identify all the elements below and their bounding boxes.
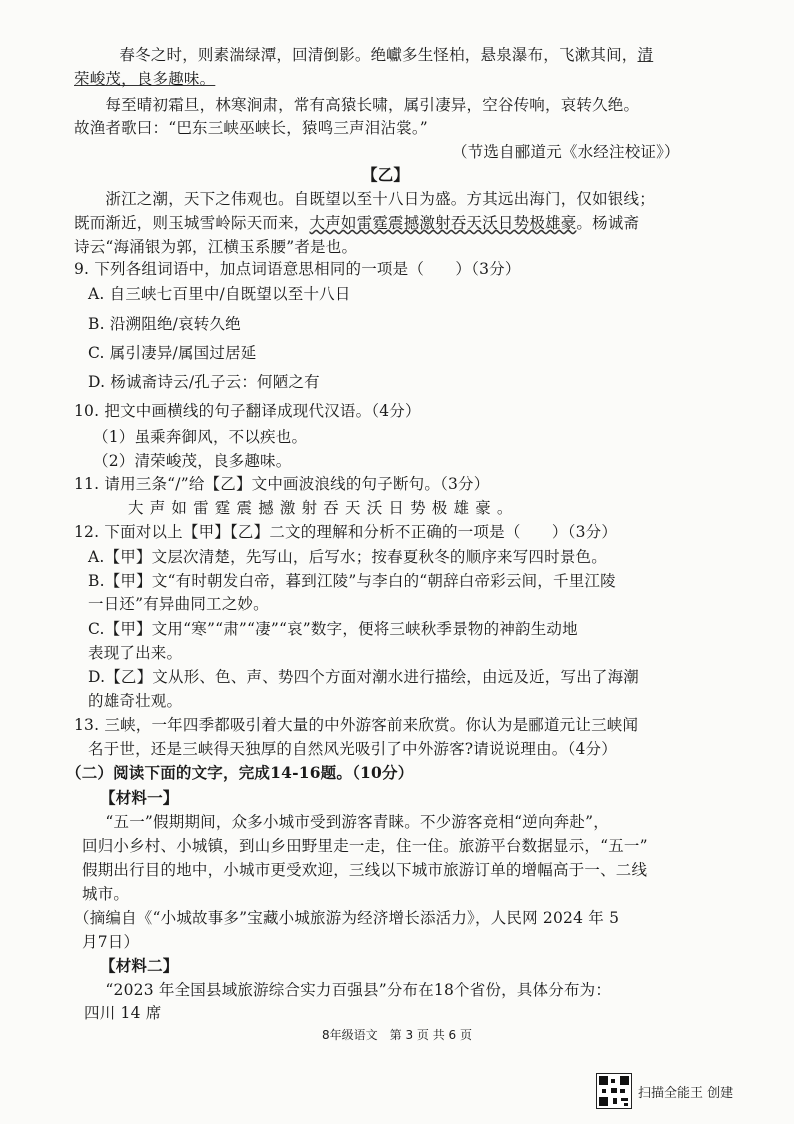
passage-text: 春冬之时，则素湍绿潭，回清倒影。绝巘多生怪柏，悬泉瀑布，飞漱其间， — [88, 46, 638, 64]
underlined-sentence: 清 — [637, 46, 654, 64]
material-heading: 【材料二】 — [100, 956, 179, 975]
material-source: （摘编自《“小城故事多”宝藏小城旅游为经济增长添活力》，人民网 2024 年 5 — [74, 909, 620, 927]
material-heading: 【材料一】 — [100, 788, 179, 807]
wavy-underlined-sentence: 大声如雷霆震撼激射吞天沃日势极雄豪 — [309, 214, 577, 232]
option-b-cont: 一日还”有异曲同工之妙。 — [88, 595, 269, 613]
material-line: 四川 14 席 — [84, 1004, 162, 1022]
qr-code-icon — [596, 1073, 632, 1109]
option-c: C. 属引凄异/属国过居延 — [88, 344, 257, 362]
passage-line: 每至晴初霜旦，林寒涧肃，常有高猿长啸，属引凄异，空谷传响，哀转久绝。 — [74, 96, 640, 114]
question-9: 9. 下列各组词语中，加点词语意思相同的一项是（ ）（3分） — [74, 260, 521, 278]
material-line: 城市。 — [82, 885, 130, 903]
question-10-part-1: （1）虽乘奔御风，不以疾也。 — [93, 428, 308, 446]
option-c: C.【甲】文用“寒”“肃”“凄”“哀”数字，便将三峡秋季景物的神韵生动地 — [88, 620, 578, 638]
question-13: 13. 三峡，一年四季都吸引着大量的中外游客前来欣赏。你认为是郦道元让三峡闻 — [74, 716, 639, 734]
option-d: D. 杨诚斋诗云/孔子云：何陋之有 — [88, 373, 320, 391]
sentence-to-punctuate: 大声如雷霆震撼激射吞天沃日势极雄豪。 — [128, 499, 519, 517]
passage-text: 既而渐近，则玉城雪岭际天而来， — [74, 214, 310, 232]
passage-line: 诗云“海涌银为郭，江横玉系腰”者是也。 — [74, 238, 358, 256]
section-heading: （二）阅读下面的文字，完成14-16题。（10分） — [66, 763, 414, 782]
underlined-sentence: 荣峻茂，良多趣味。 — [74, 70, 216, 88]
passage-text: 。杨诚斋 — [576, 214, 640, 232]
scanner-watermark: 扫描全能王 创建 — [638, 1086, 734, 1101]
option-c-cont: 表现了出来。 — [88, 644, 183, 662]
passage-line — [74, 212, 639, 234]
material-source-cont: 月7日） — [82, 933, 140, 951]
option-d-cont: 的雄奇壮观。 — [88, 692, 183, 710]
option-a: A.【甲】文层次清楚，先写山，后写水；按春夏秋冬的顺序来写四时景色。 — [88, 548, 607, 566]
source-citation: （节选自郦道元《水经注校证》） — [452, 143, 680, 161]
option-a: A. 自三峡七百里中/自既望以至十八日 — [88, 285, 351, 303]
page-footer: 8年级语文 第 3 页 共 6 页 — [322, 1028, 472, 1042]
question-13-cont: 名于世，还是三峡得天独厚的自然风光吸引了中外游客?请说说理由。（4分） — [88, 740, 617, 758]
material-line: 假期出行目的地中，小城市更受欢迎，三线以下城市旅游订单的增幅高于一、二线 — [82, 861, 648, 879]
option-b: B. 沿溯阻绝/哀转久绝 — [88, 315, 241, 333]
question-10-part-2: （2）清荣峻茂，良多趣味。 — [93, 452, 292, 470]
passage-line — [88, 44, 653, 66]
material-line: “2023 年全国县域旅游综合实力百强县”分布在18个省份，具体分布为： — [74, 981, 612, 999]
question-12: 12. 下面对以上【甲】【乙】二文的理解和分析不正确的一项是（ ）（3分） — [74, 523, 618, 541]
question-10: 10. 把文中画横线的句子翻译成现代汉语。（4分） — [74, 402, 421, 420]
passage-line: 浙江之潮，天下之伟观也。自既望以至十八日为盛。方其远出海门，仅如银线； — [74, 190, 655, 208]
option-b: B.【甲】文“有时朝发白帝，暮到江陵”与李白的“朝辞白帝彩云间，千里江陵 — [88, 572, 616, 590]
material-line: “五一”假期期间，众多小城市受到游客青睐。不少游客竞相“逆向奔赴”， — [74, 813, 609, 831]
option-d: D.【乙】文从形、色、声、势四个方面对潮水进行描绘，由远及近，写出了海潮 — [88, 668, 640, 686]
passage-line: 故渔者歌曰：“巴东三峡巫峡长，猿鸣三声泪沾裳。” — [74, 119, 428, 137]
material-line: 回归小乡村、小城镇，到山乡田野里走一走，住一住。旅游平台数据显示，“五一” — [82, 837, 648, 855]
passage-heading: 【乙】 — [362, 165, 410, 184]
question-11: 11. 请用三条“/”给【乙】文中画波浪线的句子断句。（3分） — [74, 475, 490, 493]
